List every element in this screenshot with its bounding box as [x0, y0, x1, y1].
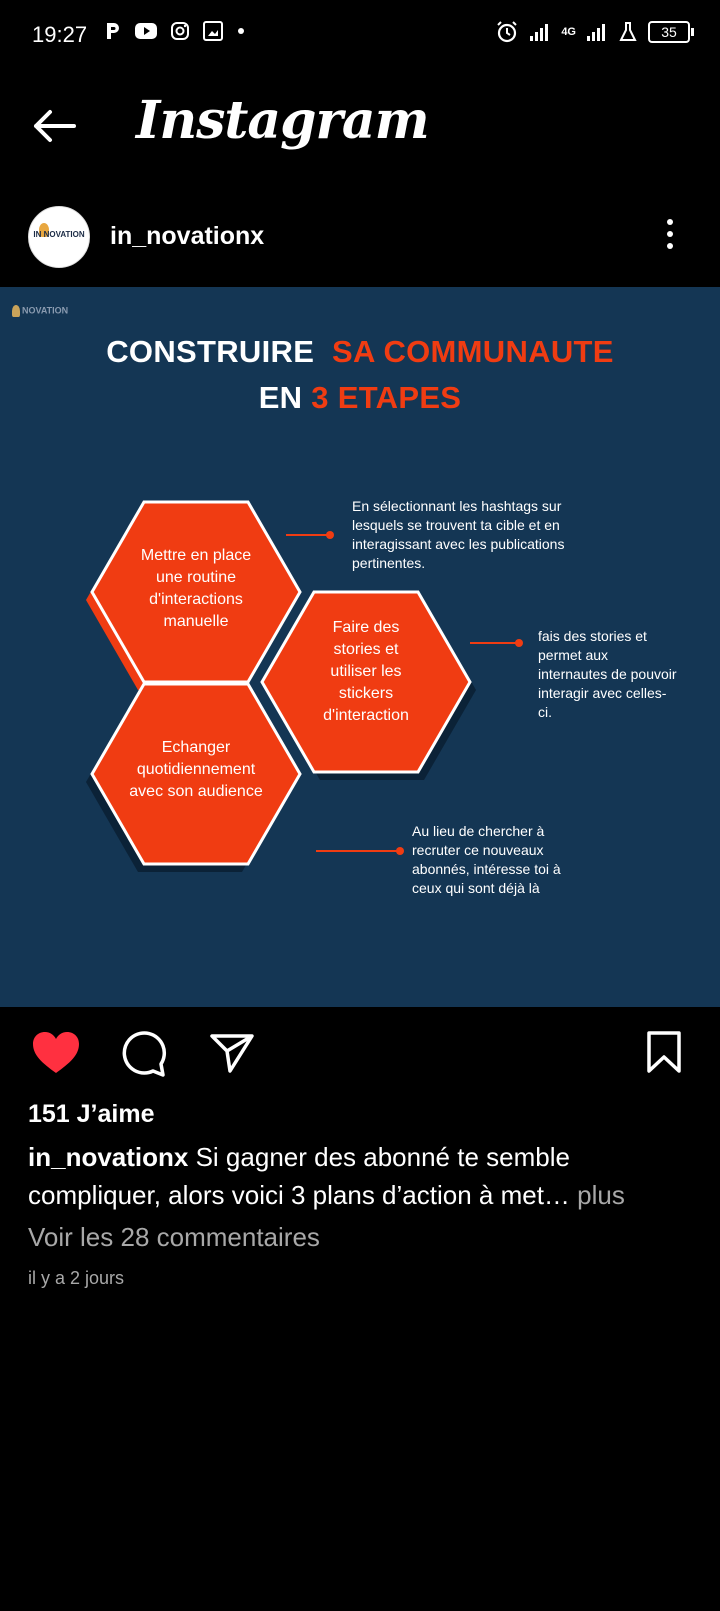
- battery-level: 35: [648, 21, 690, 43]
- bookmark-icon[interactable]: [644, 1029, 684, 1075]
- title-part-orange-1: SA COMMUNAUTE: [332, 334, 614, 369]
- status-bar: [0, 0, 720, 72]
- share-icon[interactable]: [208, 1031, 256, 1075]
- connector-dot-1: [326, 531, 334, 539]
- network-type: 4G: [561, 26, 576, 38]
- caption-text: Si gagner des abonné te semble compliquer, alors voici 3 plans d’action à met…: [28, 1142, 570, 1210]
- p-app-icon: [104, 21, 122, 41]
- post-header: [0, 200, 720, 276]
- title-part-orange-2: 3 ETAPES: [311, 380, 462, 415]
- title-part-white-1: CONSTRUIRE: [106, 334, 315, 369]
- dot-icon: [236, 26, 246, 36]
- instagram-logo-text: Instagram: [136, 90, 429, 151]
- connector-dot-2: [515, 639, 523, 647]
- step-2-description: fais des stories et permet aux internautes de pouvoir interagir avec celles-ci.: [538, 628, 677, 720]
- youtube-icon: [134, 22, 158, 40]
- step-2-label: Faire des stories et utiliser les stickers d'interaction: [323, 619, 409, 724]
- instagram-small-icon: [170, 21, 190, 41]
- step-1-label: Mettre en place une routine d'interactions manuelle: [140, 547, 252, 630]
- step-3-label: Echanger quotidiennement avec son audience: [129, 739, 263, 800]
- signal-icon: [529, 22, 551, 42]
- step-3-description: Au lieu de chercher à recruter ce nouveaux abonnés, intéresse toi à ceux qui sont déjà là: [412, 823, 561, 896]
- view-comments-link[interactable]: Voir les 28 commentaires: [28, 1222, 320, 1252]
- back-arrow-icon[interactable]: [30, 106, 78, 146]
- gallery-app-icon: [202, 20, 224, 42]
- system-icons: [495, 20, 690, 44]
- connector-dot-3: [396, 847, 404, 855]
- caption-more-link[interactable]: plus: [577, 1180, 625, 1210]
- post-caption[interactable]: [28, 1138, 698, 1214]
- like-count[interactable]: 151 J’aime: [28, 1100, 155, 1128]
- post-date: il y a 2 jours: [28, 1268, 125, 1288]
- more-options-icon[interactable]: [664, 216, 676, 252]
- watermark-text: NOVATION: [22, 305, 69, 316]
- avatar-logo-text: IN NOVATION: [33, 230, 85, 239]
- post-username[interactable]: in_novationx: [110, 222, 265, 250]
- caption-username[interactable]: in_novationx: [28, 1142, 189, 1172]
- step-1-description: En sélectionnant les hashtags sur lesquels se trouvent ta cible et en interagissant avec les publications pertinentes.: [352, 498, 565, 571]
- post-image[interactable]: [0, 287, 720, 1007]
- post-actions: [0, 1025, 720, 1085]
- comment-icon[interactable]: [120, 1031, 168, 1077]
- alarm-icon: [495, 20, 519, 44]
- signal-2-icon: [586, 22, 608, 42]
- title-part-white-2: EN: [258, 380, 303, 415]
- status-time: 19:27: [32, 22, 88, 47]
- notification-icons: [104, 20, 246, 42]
- avatar[interactable]: [28, 206, 90, 268]
- heart-liked-icon[interactable]: [30, 1029, 82, 1077]
- app-bar: [0, 72, 720, 182]
- flask-icon: [618, 21, 638, 43]
